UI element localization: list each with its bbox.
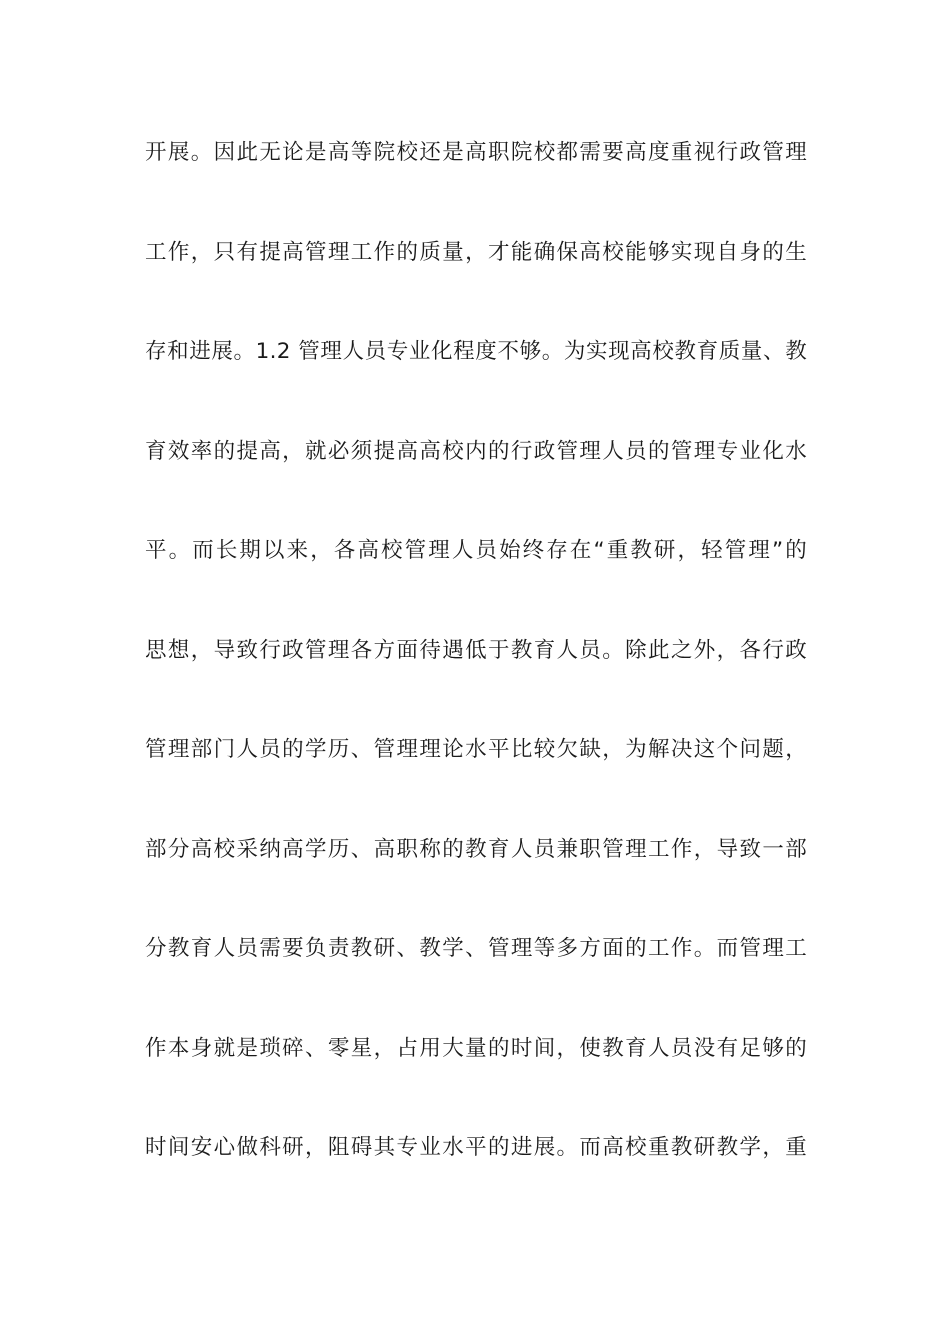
- text-line: 平。而长期以来，各高校管理人员始终存在“重教研，轻管理”的: [145, 538, 807, 563]
- text-line: 工作，只有提高管理工作的质量，才能确保高校能够实现自身的生: [145, 239, 807, 265]
- text-line: 存和进展。1.2 管理人员专业化程度不够。为实现高校教育质量、教: [145, 339, 807, 364]
- text-line: 管理部门人员的学历、管理理论水平比较欠缺，为解决这个问题，: [145, 737, 807, 762]
- text-line: 育效率的提高，就必须提高高校内的行政管理人员的管理专业化水: [145, 438, 807, 464]
- text-line: 部分高校采纳高学历、高职称的教育人员兼职管理工作，导致一部: [145, 836, 807, 862]
- text-line: 思想，导致行政管理各方面待遇低于教育人员。除此之外，各行政: [145, 637, 807, 663]
- text-line: 开展。因此无论是高等院校还是高职院校都需要高度重视行政管理: [145, 140, 807, 165]
- text-line: 分教育人员需要负责教研、教学、管理等多方面的工作。而管理工: [145, 936, 807, 961]
- body-text: [145, 130, 807, 1171]
- text-line: 作本身就是琐碎、零星，占用大量的时间，使教育人员没有足够的: [145, 1035, 807, 1061]
- text-line: 时间安心做科研，阻碍其专业水平的进展。而高校重教研教学，重: [145, 1135, 807, 1160]
